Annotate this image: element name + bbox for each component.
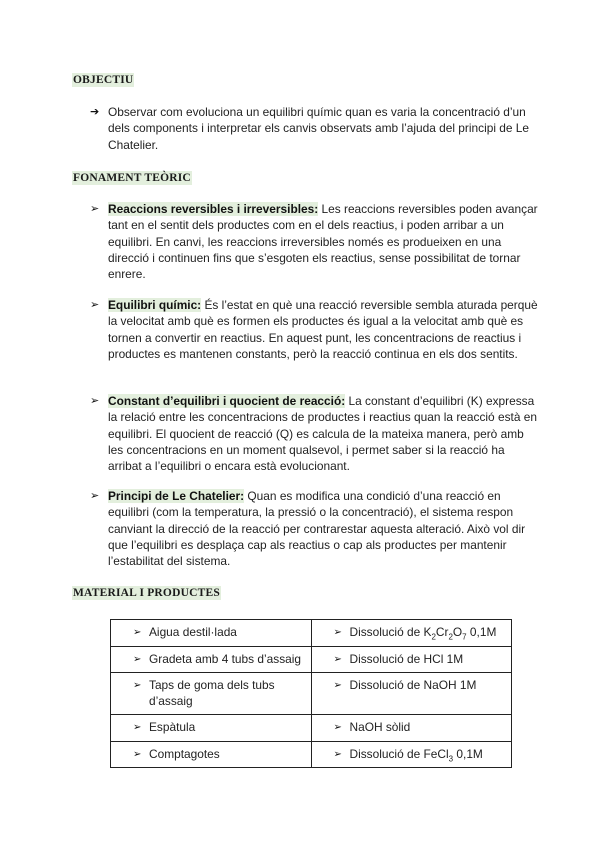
triangle-bullet-icon: ➢ <box>333 653 342 665</box>
fonament-item-text <box>108 201 540 282</box>
materials-table <box>110 619 512 768</box>
product-text: 0,1M <box>453 746 483 761</box>
table-cell <box>311 741 512 768</box>
product-item: Dissolució de NaOH 1M <box>349 678 477 692</box>
material-item: Aigua destil·lada <box>149 625 237 639</box>
table-cell <box>111 715 312 742</box>
subscript: 7 <box>462 632 467 642</box>
table-cell <box>311 673 512 715</box>
product-text: Dissolució de K <box>349 625 432 639</box>
material-heading: MATERIAL I PRODUCTES <box>73 587 220 599</box>
triangle-bullet-icon: ➢ <box>90 394 100 407</box>
fonament-item-text <box>108 393 540 474</box>
table-cell <box>111 620 312 647</box>
subscript: 2 <box>431 632 436 642</box>
triangle-bullet-icon: ➢ <box>133 627 142 638</box>
subscript: 3 <box>448 753 454 763</box>
product-item: Dissolució de HCl 1M <box>349 651 464 666</box>
objectiu-heading: OBJECTIU <box>73 74 134 86</box>
triangle-bullet-icon: ➢ <box>333 680 342 691</box>
material-item: Espàtula <box>149 720 196 734</box>
term-description: La constant d’equilibri (K) expressa la relació entre les concentracions de productes i reactius quan la reacció està en equilibri. El quocient de reacció (Q) es calcula de la mateixa manera, però amb les concentracions en un moment qualsevol, i permet saber si la reacció ha arribat a l’equilibri o encara està evolucionant. <box>108 394 537 474</box>
fonament-item-text <box>108 297 540 362</box>
triangle-bullet-icon: ➢ <box>333 722 342 733</box>
fonament-item <box>90 393 540 474</box>
term-description: Quan es modifica una condició d’una reacció en equilibri (com la temperatura, la pressió o la concentració), el sistema respon canviant la direcció de la reacció per contrarestar aquesta alteració. Això vol dir que l’equilibri es desplaça cap als reactius o cap als productes per mantenir l’estabilitat del sistema. <box>108 489 526 569</box>
triangle-bullet-icon: ➢ <box>133 653 142 665</box>
triangle-bullet-icon: ➢ <box>333 627 342 638</box>
table-cell <box>311 646 512 673</box>
term-description: Les reaccions reversibles poden avançar tant en el sentit dels productes com en el dels reactius, i poden arribar a un equilibri. En canvi, les reaccions irreversibles només es produeixen en una direcció i continuen fins que s’esgoten els reactius, sense possibilitat de tornar enrere. <box>108 202 538 282</box>
table-row <box>111 646 512 673</box>
product-item <box>350 747 483 761</box>
product-item <box>349 625 497 642</box>
table-cell <box>311 715 512 742</box>
material-item: Taps de goma dels tubs d’assaig <box>149 678 275 708</box>
subscript: 2 <box>448 632 453 642</box>
triangle-bullet-icon: ➢ <box>333 748 342 760</box>
triangle-bullet-icon: ➢ <box>90 202 100 215</box>
table-cell <box>111 673 312 715</box>
term-label: Reaccions reversibles i irreversibles: <box>108 202 319 216</box>
triangle-bullet-icon: ➢ <box>133 680 142 691</box>
product-text: 0,1M <box>466 625 497 639</box>
fonament-item <box>90 201 540 282</box>
table-row <box>111 741 512 768</box>
table-cell <box>111 741 312 768</box>
objectiu-text: Observar com evoluciona un equilibri químic quan es varia la concentració d’un dels components i interpretar els canvis observats amb l’ajuda del principi de Le Chatelier. <box>108 105 530 152</box>
fonament-item <box>90 297 540 362</box>
material-item: Comptagotes <box>149 746 220 761</box>
term-description: És l’estat en què una reacció reversible sembla aturada perquè la velocitat amb què es formen els productes és igual a la velocitat amb què es tornen a convertir en reactius. En aquest punt, les concentracions de reactius i productes es mantenen constants, però la reacció continua en els dos sentits. <box>108 298 538 361</box>
triangle-bullet-icon: ➢ <box>90 298 100 311</box>
fonament-item-text <box>108 488 540 569</box>
product-text: Cr <box>435 625 449 639</box>
product-item: NaOH sòlid <box>349 720 411 734</box>
term-label: Principi de Le Chatelier: <box>108 489 245 503</box>
product-text: O <box>452 625 463 639</box>
term-label: Constant d’equilibri i quocient de reacció: <box>108 394 346 408</box>
table-row <box>111 715 512 742</box>
table-row <box>111 673 512 715</box>
fonament-heading: FONAMENT TEÒRIC <box>73 172 191 184</box>
term-label: Equilibri químic: <box>108 298 202 312</box>
triangle-bullet-icon: ➢ <box>133 748 142 760</box>
triangle-bullet-icon: ➢ <box>90 489 100 502</box>
material-item: Gradeta amb 4 tubs d’assaig <box>149 651 302 666</box>
arrow-bullet-icon: ➔ <box>90 105 100 118</box>
table-row <box>111 620 512 647</box>
table-cell <box>111 646 312 673</box>
objectiu-item <box>90 104 540 153</box>
fonament-item <box>90 488 540 569</box>
triangle-bullet-icon: ➢ <box>133 722 142 733</box>
table-cell <box>311 620 512 647</box>
product-text: Dissolució de FeCl <box>349 746 449 761</box>
